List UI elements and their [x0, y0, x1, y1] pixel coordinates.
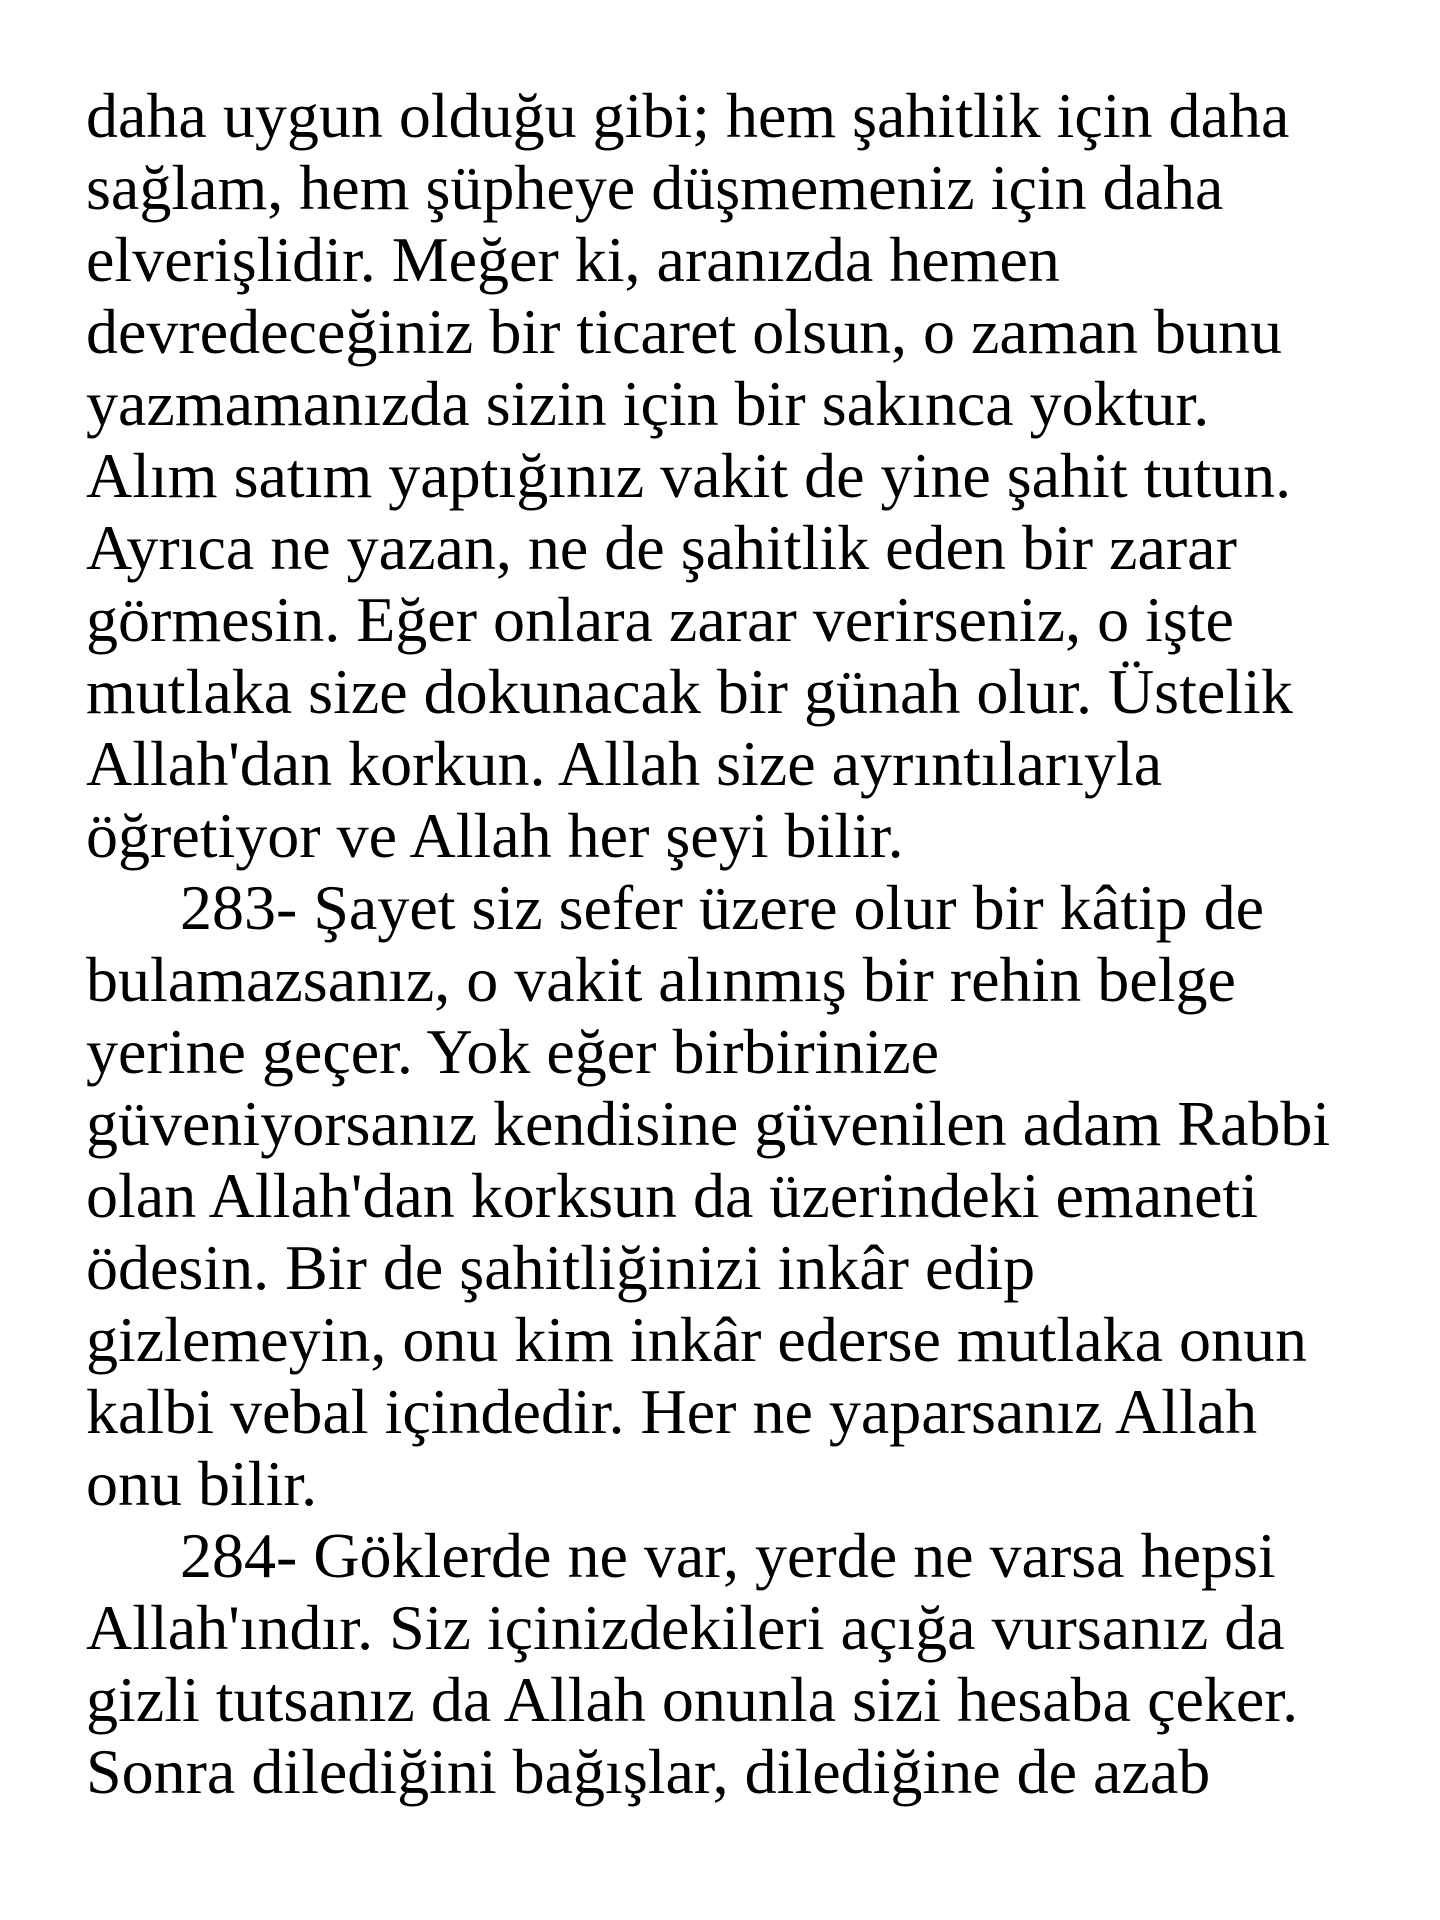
text-line: güveniyorsanız kendisine güvenilen adam Rabbi [86, 1088, 1331, 1159]
text-line: Sonra dilediğini bağışlar, dilediğine de azab [86, 1736, 1211, 1807]
text-line: bulamazsanız, o vakit alınmış bir rehin belge [86, 944, 1236, 1015]
text-line: sağlam, hem şüpheye düşmemeniz için daha [86, 152, 1224, 223]
text-line: yerine geçer. Yok eğer birbirinize [86, 1016, 940, 1087]
text-line: mutlaka size dokunacak bir günah olur. Üstelik [86, 656, 1293, 727]
text-line: görmesin. Eğer onlara zarar verirseniz, o işte [86, 584, 1234, 655]
text-line: Allah'dan korkun. Allah size ayrıntılarıyla [86, 728, 1163, 799]
text-line: elverişlidir. Meğer ki, aranızda hemen [86, 224, 1060, 295]
text-line: kalbi vebal içindedir. Her ne yaparsanız Allah [86, 1376, 1258, 1447]
verse-284-start: 284- Göklerde ne var, yerde ne varsa hepsi [180, 1520, 1276, 1591]
text-line: gizlemeyin, onu kim inkâr ederse mutlaka onun [86, 1304, 1307, 1375]
text-line: olan Allah'dan korksun da üzerindeki emaneti [86, 1160, 1259, 1231]
text-line: devredeceğiniz bir ticaret olsun, o zaman bunu [86, 296, 1282, 367]
verse-283-start: 283- Şayet siz sefer üzere olur bir kâtip de [180, 872, 1265, 943]
text-line: Allah'ındır. Siz içinizdekileri açığa vursanız da [86, 1592, 1285, 1663]
text-line: öğretiyor ve Allah her şeyi bilir. [86, 800, 904, 871]
text-line: Ayrıca ne yazan, ne de şahitlik eden bir zarar [86, 512, 1237, 583]
text-line: ödesin. Bir de şahitliğinizi inkâr edip [86, 1232, 1036, 1303]
text-line: gizli tutsanız da Allah onunla sizi hesaba çeker. [86, 1664, 1299, 1735]
text-line: daha uygun olduğu gibi; hem şahitlik için daha [86, 80, 1290, 151]
text-line: onu bilir. [86, 1448, 318, 1519]
body-text [86, 80, 1416, 1808]
text-line: Alım satım yaptığınız vakit de yine şahit tutun. [86, 440, 1292, 511]
text-line: yazmamanızda sizin için bir sakınca yoktur. [86, 368, 1210, 439]
